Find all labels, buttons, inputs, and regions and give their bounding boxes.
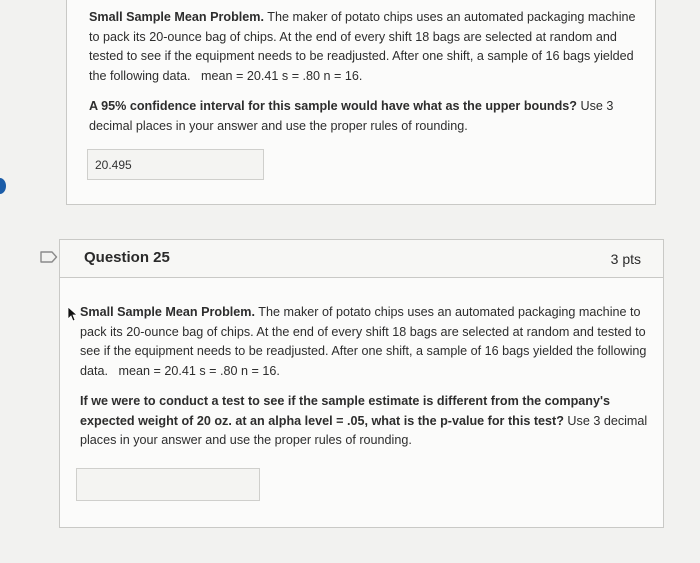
question-24-text [89, 8, 639, 136]
side-indicator-dot [0, 178, 6, 194]
question-card-25 [59, 239, 664, 528]
answer-input-24[interactable] [87, 149, 264, 180]
question-25-description [80, 303, 650, 381]
question-24-prompt-rest: Use 3 decimal places in your answer and use the proper rules of rounding. [89, 99, 614, 133]
question-25-prompt-rest: Use 3 decimal places in your answer and use the proper rules of rounding. [80, 413, 648, 447]
question-25-header [60, 240, 663, 278]
question-24-description [89, 8, 639, 86]
question-25-title: Question 25 [84, 249, 170, 266]
question-24-body: The maker of potato chips uses an automated packaging machine to pack its 20-ounce bag of chips. At the end of every shift 18 bags are selected at random and tested to see if the equipment needs to be readjusted. After one shift, a sample of 16 bags yielded the following data. [89, 10, 636, 83]
question-24-prompt [89, 97, 639, 136]
question-25-stats: mean = 20.41 s = .80 n = 16. [118, 363, 280, 378]
flag-outline-icon[interactable] [40, 251, 58, 263]
question-24-title-bold: Small Sample Mean Problem. [89, 10, 264, 24]
question-25-body: The maker of potato chips uses an automated packaging machine to pack its 20-ounce bag of chips. At the end of every shift 18 bags are selected at random and tested to see if the equipment needs to be readjusted. After one shift, a sample of 16 bags yielded the following data. [80, 305, 647, 378]
question-25-title-bold: Small Sample Mean Problem. [80, 305, 255, 319]
question-24-prompt-bold: A 95% confidence interval for this sample would have what as the upper bounds? [89, 99, 577, 113]
mouse-pointer-icon [67, 306, 77, 322]
answer-input-25[interactable] [76, 468, 260, 501]
question-25-prompt-bold: If we were to conduct a test to see if the sample estimate is different from the company's expected weight of 20 oz. at an alpha level = .05, what is the p-value for this test? [80, 394, 610, 428]
question-25-prompt [80, 392, 650, 451]
question-25-points: 3 pts [610, 251, 641, 267]
question-24-stats: mean = 20.41 s = .80 n = 16. [201, 68, 363, 83]
question-25-text [80, 303, 650, 451]
question-card-24 [66, 0, 656, 205]
